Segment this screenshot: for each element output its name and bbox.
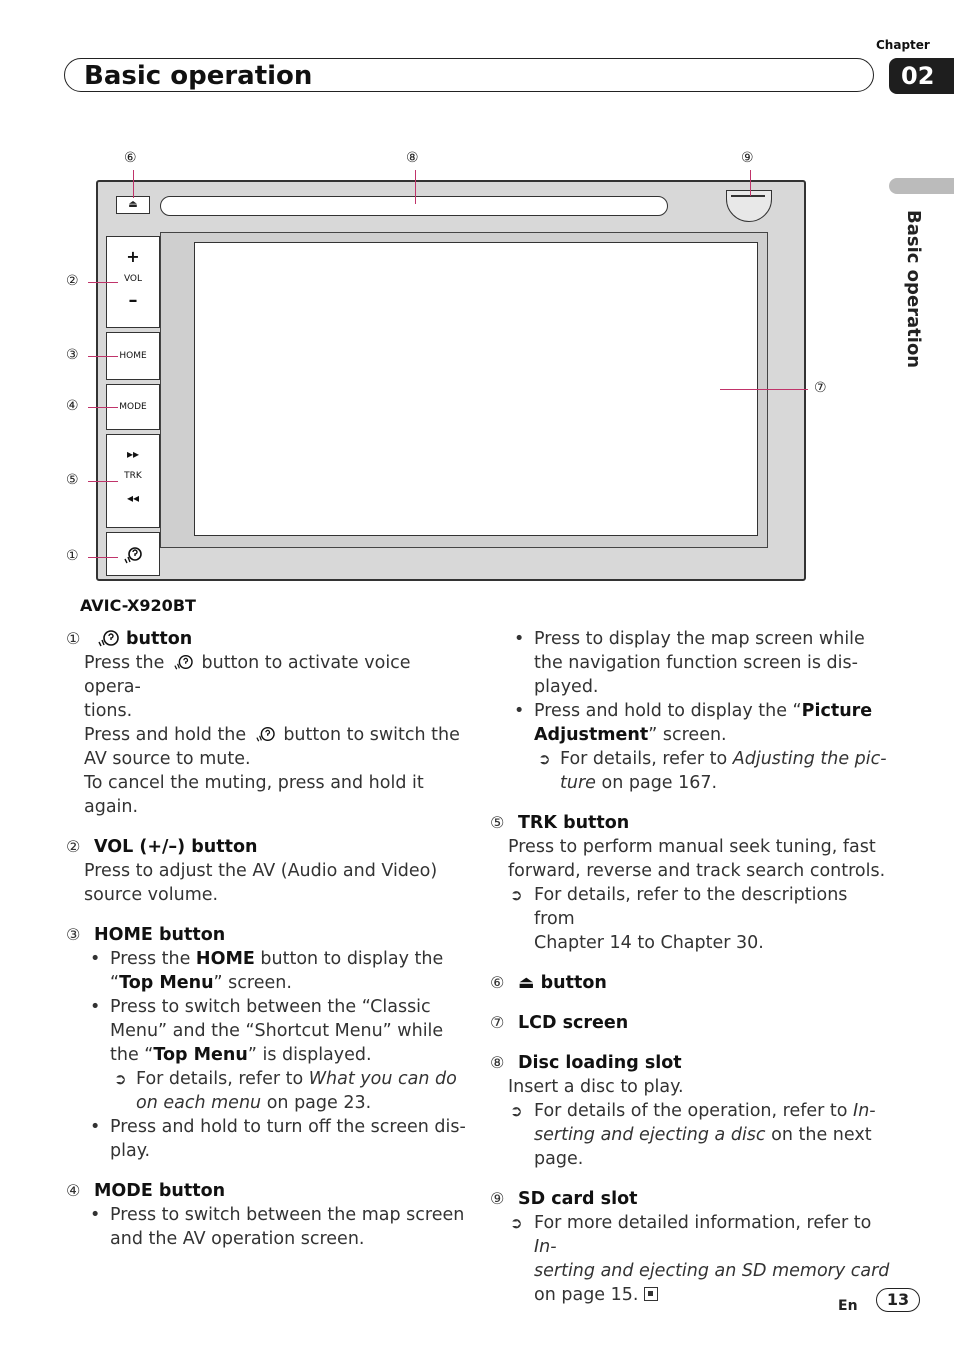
eject-icon: ⏏ (128, 199, 138, 210)
model-label: AVIC-X920BT (80, 596, 196, 615)
voice-button (106, 532, 160, 576)
section-home-button: ③ HOME button • Press the HOME button to display the “Top Menu” screen. • Press to switch between the “Classic Menu” and the “Shortcut Menu” while the “Top Menu” is displayed. ➲ For details, refer to What you can do on each menu on page 23. • Press and hold to turn off the screen dis- play. (66, 923, 466, 1163)
voice-icon (94, 628, 122, 648)
section-eject-button: ⑥ ⏏ button (490, 973, 607, 993)
voice-icon (122, 545, 144, 565)
voice-icon (170, 653, 196, 671)
callout-line-8 (415, 170, 416, 204)
callout-7: ⑦ (814, 380, 827, 396)
callout-line-7 (720, 389, 808, 390)
callout-8: ⑧ (406, 150, 419, 166)
lcd-screen (194, 242, 758, 536)
section-disc-slot: ⑧ Disc loading slot Insert a disc to play. ➲ For details of the operation, refer to In- serting and ejecting a disc on the next page. (490, 1051, 890, 1171)
section-mode-button: ④ MODE button • Press to switch between the map screen and the AV operation screen. (66, 1179, 466, 1251)
right-column (490, 627, 890, 1323)
end-mark-icon (644, 1287, 658, 1301)
callout-line-4 (88, 407, 118, 408)
side-section-label: Basic operation (903, 210, 924, 369)
section-mode-continued: • Press to display the map screen while the navigation function screen is dis- played. • Press and hold to display the “Picture Adjustment” screen. ➲ For details, refer to Adjusting the pic- ture on page 167. (490, 627, 890, 795)
section-voice-button: ① button Press the button to activate voice opera- tions. Press and hold the button to switch the AV source to mute. To cancel the muting, press and hold it again. (66, 629, 460, 817)
callout-1: ① (66, 548, 79, 564)
mode-button: MODE (106, 384, 160, 430)
callout-line-2 (88, 282, 118, 283)
vol-label: VOL (123, 274, 143, 284)
callout-3: ③ (66, 347, 79, 363)
disc-loading-slot (160, 196, 668, 216)
section-vol-button: ② VOL (+/–) button Press to adjust the AV (Audio and Video) source volume. (66, 837, 438, 905)
home-button: HOME (106, 332, 160, 380)
rewind-icon: ◂◂ (126, 491, 140, 505)
page-title: Basic operation (84, 61, 313, 91)
callout-line-6 (133, 170, 134, 198)
trk-label: TRK (124, 471, 142, 481)
language-label: En (838, 1298, 858, 1314)
section-sd-slot: ⑨ SD card slot ➲ For more detailed information, refer to In- serting and ejecting an SD memory card on page 15. (490, 1187, 890, 1307)
callout-line-5 (88, 481, 118, 482)
section-trk-button: ⑤ TRK button Press to perform manual seek tuning, fast forward, reverse and track search controls. ➲ For details, refer to the descriptions from Chapter 14 to Chapter 30. (490, 811, 890, 955)
voice-icon (252, 725, 278, 743)
vol-plus-icon: + (126, 247, 140, 266)
chapter-number-badge: 02 (889, 58, 954, 94)
page-number: 13 (876, 1288, 920, 1312)
callout-6: ⑥ (124, 150, 137, 166)
left-column (66, 627, 466, 1267)
eject-button (116, 196, 150, 214)
vol-minus-icon: – (128, 290, 138, 311)
callout-2: ② (66, 273, 79, 289)
callout-5: ⑤ (66, 472, 79, 488)
eject-icon: ⏏ (518, 973, 535, 993)
fast-forward-icon: ▸▸ (126, 447, 140, 461)
callout-9: ⑨ (741, 150, 754, 166)
callout-line-3 (88, 356, 118, 357)
side-tab-marker (889, 178, 954, 194)
callout-4: ④ (66, 398, 79, 414)
section-lcd-screen: ⑦ LCD screen (490, 1013, 629, 1033)
callout-line-1 (88, 557, 118, 558)
chapter-label: Chapter (876, 38, 930, 52)
callout-line-9 (750, 170, 751, 196)
